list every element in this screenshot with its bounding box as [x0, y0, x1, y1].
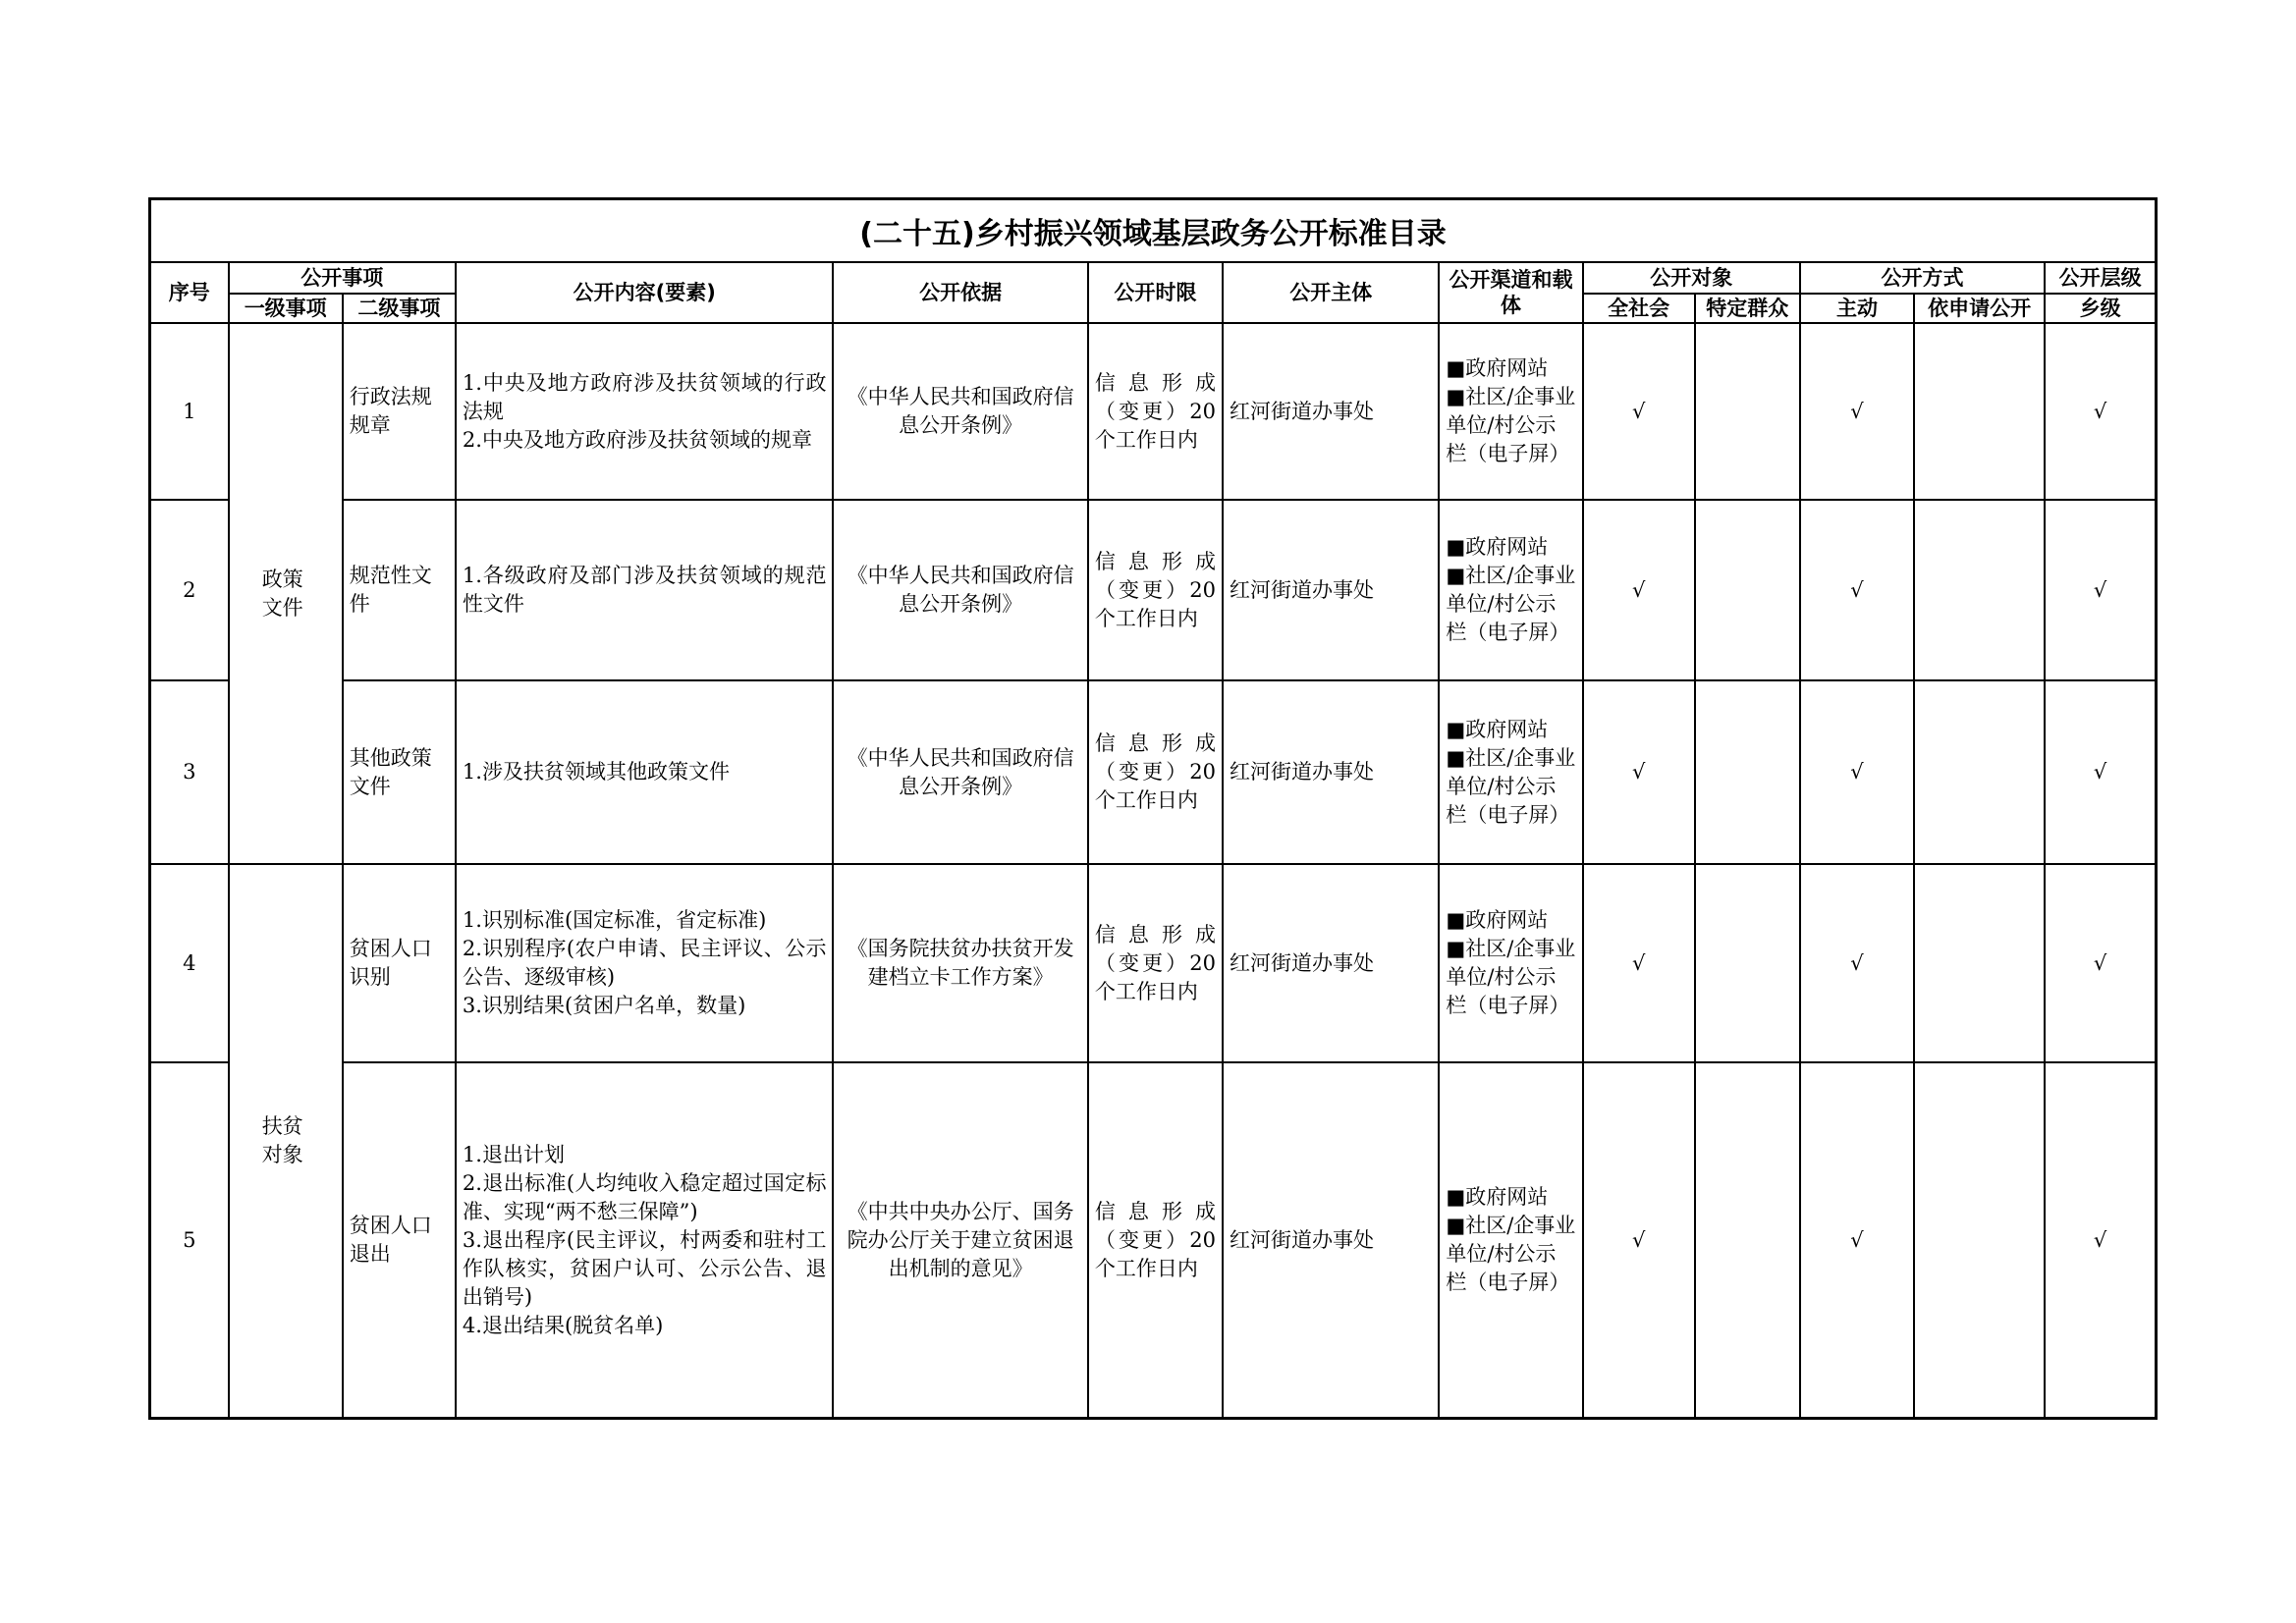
all-society-check: √ — [1583, 680, 1695, 864]
table-row — [150, 680, 2157, 864]
time-cell: 信息形成（变更）20个工作日内 — [1088, 864, 1223, 1062]
seq-cell: 1 — [150, 323, 229, 500]
disclosure-catalog-table — [148, 197, 2158, 1420]
on-request-check — [1914, 323, 2045, 500]
time-cell: 信息形成（变更）20个工作日内 — [1088, 323, 1223, 500]
seq-cell: 4 — [150, 864, 229, 1062]
header-channel: 公开渠道和载体 — [1439, 262, 1582, 323]
channel-line: ■社区/企事业单位/村公示栏（电子屏） — [1446, 385, 1576, 465]
content-cell — [456, 500, 834, 680]
content-cell — [456, 1062, 834, 1419]
content-line: 1.退出计划 — [462, 1142, 565, 1166]
township-check: √ — [2045, 323, 2156, 500]
table-row — [150, 864, 2157, 1062]
table-row — [150, 323, 2157, 500]
content-cell — [456, 680, 834, 864]
header-basis: 公开依据 — [833, 262, 1087, 323]
content-line: 1.中央及地方政府涉及扶贫领域的行政法规 — [462, 370, 827, 423]
specific-group-check — [1695, 1062, 1800, 1419]
subject-cell: 红河街道办事处 — [1223, 1062, 1439, 1419]
content-line: 1.涉及扶贫领域其他政策文件 — [462, 760, 730, 784]
specific-group-check — [1695, 500, 1800, 680]
specific-group-check — [1695, 864, 1800, 1062]
header-on-request: 依申请公开 — [1914, 294, 2045, 323]
channel-line: ■政府网站 — [1446, 908, 1549, 932]
content-line: 2.识别程序(农户申请、民主评议、公示公告、逐级审核) — [462, 937, 827, 989]
level2-cell: 规范性文件 — [343, 500, 456, 680]
channel-cell — [1439, 680, 1582, 864]
channel-line: ■政府网站 — [1446, 356, 1549, 380]
on-request-check — [1914, 500, 2045, 680]
all-society-check: √ — [1583, 500, 1695, 680]
header-level2: 二级事项 — [343, 294, 456, 323]
channel-cell — [1439, 323, 1582, 500]
active-check: √ — [1800, 500, 1914, 680]
header-specific-group: 特定群众 — [1695, 294, 1800, 323]
group-label: 扶贫对象 — [261, 1114, 303, 1166]
header-level: 公开层级 — [2045, 262, 2156, 294]
specific-group-check — [1695, 323, 1800, 500]
table-row — [150, 1062, 2157, 1419]
table-row — [150, 500, 2157, 680]
header-subject: 公开主体 — [1223, 262, 1439, 323]
township-check: √ — [2045, 864, 2156, 1062]
content-line: 2.退出标准(人均纯收入稳定超过国定标准、实现“两不愁三保障”) — [462, 1170, 827, 1223]
channel-cell — [1439, 864, 1582, 1062]
header-seq: 序号 — [150, 262, 229, 323]
header-method: 公开方式 — [1800, 262, 2045, 294]
header-content: 公开内容(要素) — [456, 262, 834, 323]
subject-cell: 红河街道办事处 — [1223, 323, 1439, 500]
content-line: 2.中央及地方政府涉及扶贫领域的规章 — [462, 427, 812, 452]
basis-cell: 《中共中央办公厅、国务院办公厅关于建立贫困退出机制的意见》 — [833, 1062, 1087, 1419]
level2-cell: 贫困人口识别 — [343, 864, 456, 1062]
seq-cell: 3 — [150, 680, 229, 864]
township-check: √ — [2045, 680, 2156, 864]
basis-cell: 《中华人民共和国政府信息公开条例》 — [833, 323, 1087, 500]
channel-line: ■政府网站 — [1446, 1185, 1549, 1209]
content-cell — [456, 323, 834, 500]
time-cell: 信息形成（变更）20个工作日内 — [1088, 500, 1223, 680]
header-active: 主动 — [1800, 294, 1914, 323]
subject-cell: 红河街道办事处 — [1223, 864, 1439, 1062]
header-township: 乡级 — [2045, 294, 2156, 323]
channel-line: ■社区/企事业单位/村公示栏（电子屏） — [1446, 745, 1576, 827]
township-check: √ — [2045, 1062, 2156, 1419]
page-title: (二十五)乡村振兴领域基层政务公开标准目录 — [150, 199, 2157, 263]
time-cell: 信息形成（变更）20个工作日内 — [1088, 1062, 1223, 1419]
on-request-check — [1914, 680, 2045, 864]
header-time: 公开时限 — [1088, 262, 1223, 323]
channel-line: ■政府网站 — [1446, 535, 1549, 559]
header-level1: 一级事项 — [229, 294, 343, 323]
content-line: 1.各级政府及部门涉及扶贫领域的规范性文件 — [462, 564, 827, 616]
all-society-check: √ — [1583, 1062, 1695, 1419]
header-all-society: 全社会 — [1583, 294, 1695, 323]
seq-cell: 2 — [150, 500, 229, 680]
channel-line: ■社区/企事业单位/村公示栏（电子屏） — [1446, 1214, 1576, 1294]
specific-group-check — [1695, 680, 1800, 864]
header-target: 公开对象 — [1583, 262, 1800, 294]
group-cell — [229, 323, 343, 864]
group-label: 政策文件 — [261, 567, 303, 620]
all-society-check: √ — [1583, 323, 1695, 500]
subject-cell: 红河街道办事处 — [1223, 680, 1439, 864]
channel-cell — [1439, 500, 1582, 680]
content-line: 3.退出程序(民主评议，村两委和驻村工作队核实，贫困户认可、公示公告、退出销号) — [462, 1227, 827, 1309]
township-check: √ — [2045, 500, 2156, 680]
content-cell — [456, 864, 834, 1062]
channel-cell — [1439, 1062, 1582, 1419]
active-check: √ — [1800, 323, 1914, 500]
active-check: √ — [1800, 1062, 1914, 1419]
group-cell — [229, 864, 343, 1419]
channel-line: ■社区/企事业单位/村公示栏（电子屏） — [1446, 937, 1576, 1017]
level2-cell: 行政法规规章 — [343, 323, 456, 500]
basis-cell: 《中华人民共和国政府信息公开条例》 — [833, 500, 1087, 680]
basis-cell: 《国务院扶贫办扶贫开发建档立卡工作方案》 — [833, 864, 1087, 1062]
content-line: 4.退出结果(脱贫名单) — [462, 1313, 664, 1337]
on-request-check — [1914, 864, 2045, 1062]
time-cell: 信息形成（变更）20个工作日内 — [1088, 680, 1223, 864]
channel-line: ■政府网站 — [1446, 717, 1549, 741]
all-society-check: √ — [1583, 864, 1695, 1062]
subject-cell: 红河街道办事处 — [1223, 500, 1439, 680]
seq-cell: 5 — [150, 1062, 229, 1419]
header-items: 公开事项 — [229, 262, 456, 294]
channel-line: ■社区/企事业单位/村公示栏（电子屏） — [1446, 564, 1576, 644]
content-line: 3.识别结果(贫困户名单，数量) — [462, 994, 746, 1017]
basis-cell: 《中华人民共和国政府信息公开条例》 — [833, 680, 1087, 864]
active-check: √ — [1800, 680, 1914, 864]
level2-cell: 贫困人口退出 — [343, 1062, 456, 1419]
level2-cell: 其他政策文件 — [343, 680, 456, 864]
on-request-check — [1914, 1062, 2045, 1419]
content-line: 1.识别标准(国定标准，省定标准) — [462, 908, 767, 932]
active-check: √ — [1800, 864, 1914, 1062]
